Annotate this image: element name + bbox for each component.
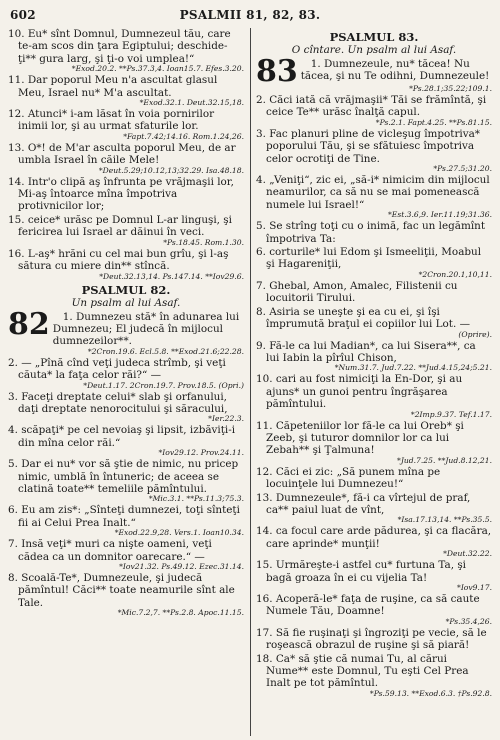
verse-text: 15. ceice* urăsc pe Domnul L-ar linguşi, şi fericirea lui Israel ar dăinui în veci. [8, 213, 232, 239]
cross-reference: *Exod.32.1. Deut.32.15,18. [139, 98, 244, 108]
verse [8, 108, 244, 141]
psalm-title: PSALMUL 82. [81, 282, 171, 297]
cross-reference: *Deut.32.22. [443, 549, 492, 559]
verse [256, 653, 492, 698]
cross-reference: *Mic.3.1. **Ps.11.3;75.3. [148, 494, 244, 504]
verse [256, 559, 492, 592]
verse [256, 492, 492, 525]
verse-text: 18. Ca* să ştie că numai Tu, al cărui Nume** este Domnul, Tu eşti Cel Prea Inalt pe tot pămîntul. [256, 652, 469, 690]
verse-text: 7. Ghebal, Amon, Amalec, Filistenii cu locuitorii Tirului. [256, 279, 458, 305]
cross-reference: *Jud.7.25. **Jud.8.12,21. [397, 455, 492, 465]
cross-reference: *2Cron.19.6. Ecl.5.8. **Exod.21.6;22.28. [87, 346, 244, 356]
right-column [256, 28, 492, 736]
verse [256, 280, 492, 305]
verse [8, 176, 244, 213]
cross-reference: *Mic.7.2,7. **Ps.2.8. Apoc.11.15. [117, 608, 244, 618]
verse [8, 572, 244, 617]
cross-reference: *Exod.22.9,28. Vers.1. Ioan10.34. [114, 528, 244, 538]
cross-reference: *Deut.1.17. 2Cron.19.7. Prov.18.5. (Opri.) [83, 380, 244, 390]
verse-text: 10. Eu* sînt Domnul, Dumnezeul tău, care te-am scos din ţara Egiptului; deschide-ţi** gura larg, şi ţi-o voi umplea!“ [8, 28, 231, 65]
verse-text: 3. Fac planuri pline de vicleşug împotriva* poporului Tău, şi se sfătuiesc împotriva celor ocrotiţi de Tine. [256, 127, 481, 165]
verse [256, 174, 492, 219]
verse-text: 1. Dumnezeule, nu* tăcea! Nu tăcea, şi nu Te odihni, Dumnezeule! [300, 58, 490, 83]
verse-text: 5. Se strîng toţi cu o inimă, fac un legămînt împotriva Ta: [256, 220, 486, 245]
verse-text: 2. — „Pînă cînd veţi judeca strîmb, şi veţi căuta* la faţa celor răi?“ — [8, 356, 226, 382]
verse [8, 28, 244, 73]
column-divider [250, 28, 251, 736]
verse [8, 74, 244, 107]
verse-text: 17. Să fie ruşinaţi şi îngroziţi pe vecie, să le roşească obrazul de ruşine şi să piară! [256, 626, 487, 652]
verse [8, 248, 244, 281]
cross-reference: *Deut.5.29;10.12,13;32.29. Isa.48.18. [98, 165, 244, 175]
page-header [10, 8, 490, 24]
cross-reference: *Isa.17.13,14. **Ps.35.5. [397, 515, 492, 525]
cross-reference: *Ps.18.45. Rom.1.30. [163, 237, 244, 247]
verse [256, 420, 492, 465]
verse [8, 504, 244, 537]
verse-text: 12. Căci ei zic: „Să punem mîna pe locuinţele lui Dumnezeu!“ [256, 465, 441, 491]
cross-reference: *Ps.28.1;35.22;109.1. [409, 84, 492, 93]
psalm-subtitle: O cîntare. Un psalm al lui Asaf. [291, 44, 457, 56]
verse-text: 16. L-aş* hrăni cu cel mai bun grîu, şi l-aş sătura cu miere din** stîncă. [8, 247, 229, 273]
verse-text: 4. „Veniţi“, zic ei, „să-i* nimicim din mijlocul neamurilor, ca să nu se mai pomenească numele lui Israel!“ [256, 174, 490, 211]
verse [256, 340, 492, 373]
verse-text: 2. Căci iată că vrăjmaşii* Tăi se frămîntă, şi ceice Te** urăsc înalţă capul. [256, 94, 487, 119]
verse [256, 306, 492, 339]
verse [8, 142, 244, 175]
verse-text: 11. Dar poporul Meu n'a ascultat glasul Meu, Israel nu* M'a ascultat. [8, 74, 218, 99]
verse-text: 14. Intr'o clipă aş înfrunta pe vrăjmaşii lor, Mi-aş întoarce mîna împotriva protivnicilor lor; [8, 175, 234, 213]
verse-text: 16. Acoperă-le* faţa de ruşine, ca să caute Numele Tău, Doamne! [256, 593, 480, 618]
cross-reference: *Ier.22.3. [208, 414, 244, 424]
verse [8, 214, 244, 247]
verse-text: 9. Fă-le ca lui Madian*, ca lui Sisera**, ca lui Iabin la pîrîul Chison, [256, 339, 476, 364]
running-title: PSALMII 81, 82, 83. [179, 8, 321, 22]
psalm-drop-number: 83 [256, 54, 298, 89]
verse-text: 5. Dar ei nu* vor să ştie de nimic, nu pricep nimic, umblă în întuneric; de aceea se clatină toate** temeliile pămîntului. [8, 458, 239, 495]
verse-text: 7. Insă veţi* muri ca nişte oameni, veţi cădea ca un domnitor oarecare.“ — [8, 538, 212, 563]
verse [256, 466, 492, 491]
cross-reference: *Ps.35.4,26. [445, 616, 492, 626]
psalm-subtitle: Un psalm al lui Asaf. [71, 296, 181, 309]
verse-text: 4. scăpaţi* pe cel nevoiaş şi lipsit, izbăviţi-i din mîna celor răi.“ [8, 424, 236, 449]
verse [8, 391, 244, 424]
cross-reference: *Est.3.6,9. Ier.11.19;31.36. [387, 210, 492, 220]
verse-text: 13. O*! de M'ar asculta poporul Meu, de ar umbla Israel în căile Mele! [8, 141, 236, 167]
verse-text: 14. ca focul care arde pădurea, şi ca flacăra, care aprinde* munţii! [256, 525, 492, 550]
verse [8, 538, 244, 571]
cross-reference: *2Cron.20.1,10,11. [418, 269, 492, 279]
verse [256, 525, 492, 558]
verse-text: 6. Eu am zis*: „Sînteţi dumnezei, toţi sînteţi fii ai Celui Prea Inalt.“ [8, 504, 240, 529]
verse [256, 128, 492, 173]
cross-reference: *Exod.20.2. **Ps.37.3,4. Ioan15.7. Efes.3.20. [71, 64, 244, 74]
page-number: 602 [10, 8, 36, 22]
verse-text: 1. Dumnezeu stă* în adunarea lui Dumnezeu; El judecă în mijlocul dumnezeilor**. [52, 310, 240, 348]
verse [8, 306, 244, 356]
cross-reference: *Iov9.17. [457, 583, 492, 592]
verse-text: 15. Urmăreşte-i astfel cu* furtuna Ta, şi bagă groaza în ei cu vijelia Ta! [256, 559, 466, 584]
cross-reference: (Oprire). [458, 329, 492, 339]
verse [256, 94, 492, 127]
verse [8, 458, 244, 503]
verse-text: 13. Dumnezeule*, fă-i ca vîrtejul de praf, ca** paiul luat de vînt, [256, 491, 471, 516]
verse-text: 6. corturile* lui Edom şi Ismeeliţii, Moabul şi Hagareniţii, [256, 246, 482, 271]
verse-text: 12. Atunci* i-am lăsat în voia pornirilor inimii lor, şi au urmat sfaturile lor. [8, 108, 215, 133]
verse-text: 8. Scoală-Te*, Dumnezeule, şi judecă pămîntul! Căci** toate neamurile sînt ale Tale. [8, 572, 235, 609]
cross-reference: *Iov21.32. Ps.49.12. Ezec.31.14. [119, 562, 244, 571]
verse [256, 220, 492, 245]
verse-text: 8. Asiria se uneşte şi ea cu ei, şi îşi împrumută braţul ei copiilor lui Lot. — [256, 305, 470, 331]
cross-reference: *Iov29.12. Prov.24.11. [158, 448, 244, 458]
psalm-title: PSALMUL 83. [329, 30, 419, 44]
verse-text: 3. Faceţi dreptate celui* slab şi orfanului, daţi dreptate nenorocitului şi săracului, [8, 390, 228, 415]
verse [256, 627, 492, 652]
psalm-drop-number: 82 [8, 306, 50, 342]
verse [256, 593, 492, 626]
cross-reference: *Ps.2.1. Fapt.4.25. **Ps.81.15. [375, 117, 492, 127]
verse [256, 246, 492, 279]
verse-text: 11. Căpeteniilor lor fă-le ca lui Oreb* şi Zeeb, şi tuturor domnilor lor ca lui Zebah** şi Ţalmuna! [256, 419, 464, 457]
cross-reference: *Num.31.7. Jud.7.22. **Jud.4.15,24;5.21. [334, 363, 492, 373]
verse [256, 373, 492, 418]
verse [8, 424, 244, 457]
cross-reference: *Ps.27.5;31.20. [433, 164, 492, 174]
verse-text: 10. cari au fost nimiciţi la En-Dor, şi au ajuns* un gunoi pentru îngrăşarea pămîntului. [256, 373, 463, 411]
cross-reference: *Fapt.7.42;14.16. Rom.1.24,26. [123, 131, 244, 141]
cross-reference: *Ps.59.13. **Exod.6.3. †Ps.92.8. [369, 688, 492, 698]
left-column [8, 28, 244, 736]
verse [256, 54, 492, 93]
cross-reference: *2Imp.9.37. Tef.1.17. [410, 409, 492, 419]
verse [8, 357, 244, 390]
cross-reference: *Deut.32.13,14. Ps.147.14. **Iov29.6. [99, 271, 244, 281]
